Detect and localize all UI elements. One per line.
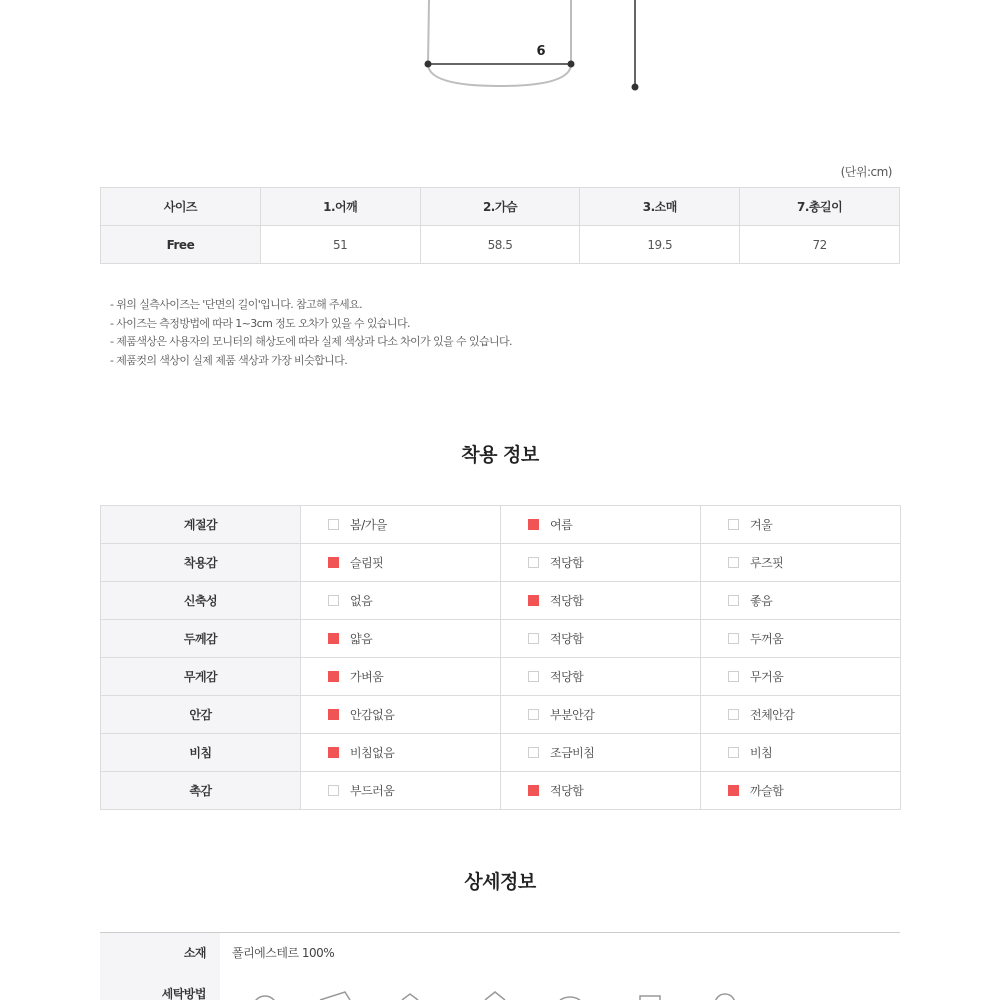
fit-info-option [301, 658, 501, 696]
unchecked-box-icon [528, 709, 539, 720]
size-row-free [101, 226, 900, 264]
fit-info-row [101, 772, 901, 810]
fit-info-option [301, 772, 501, 810]
size-table [100, 187, 900, 264]
garment-measurement-diagram [0, 0, 1000, 110]
size-table-header [101, 188, 900, 226]
note-item: - 위의 실측사이즈는 '단면의 길이'입니다. 참고해 주세요. [110, 298, 362, 311]
fit-info-option-label: 여름 [550, 518, 573, 532]
header-shoulder: 1.어깨 [260, 188, 420, 226]
fit-info-option-label: 비침없음 [350, 746, 395, 760]
fit-info-option-label: 루즈핏 [750, 556, 784, 570]
fit-info-option-label: 두꺼움 [750, 632, 784, 646]
washing-label: 세탁방법 [100, 973, 220, 1000]
fit-info-option [701, 696, 901, 734]
wash-icon-4 [485, 992, 505, 1000]
fit-info-option-label: 봄/가을 [350, 518, 387, 532]
unchecked-box-icon [328, 519, 339, 530]
fit-info-label: 비침 [101, 734, 301, 772]
unchecked-box-icon [528, 747, 539, 758]
checked-box-icon [328, 747, 339, 758]
fit-info-row [101, 658, 901, 696]
fit-info-option [501, 544, 701, 582]
fit-info-option-label: 적당함 [550, 670, 584, 684]
fit-info-row [101, 734, 901, 772]
unchecked-box-icon [528, 671, 539, 682]
fit-info-option [701, 620, 901, 658]
fit-info-option-label: 적당함 [550, 632, 584, 646]
fit-info-option [501, 658, 701, 696]
header-chest: 2.가슴 [420, 188, 580, 226]
fit-info-option-label: 부드러움 [350, 784, 395, 798]
fit-info-option [301, 734, 501, 772]
unchecked-box-icon [728, 747, 739, 758]
fit-info-label: 무게감 [101, 658, 301, 696]
checked-box-icon [528, 595, 539, 606]
wash-icon-2 [320, 992, 350, 1000]
washing-icons [250, 990, 750, 1000]
fit-info-row [101, 582, 901, 620]
fit-info-label: 계절감 [101, 506, 301, 544]
unchecked-box-icon [328, 595, 339, 606]
fit-info-row [101, 620, 901, 658]
checked-box-icon [328, 633, 339, 644]
checked-box-icon [328, 671, 339, 682]
fit-info-option-label: 전체안감 [750, 708, 795, 722]
fit-info-option [501, 506, 701, 544]
size-value-total-length: 72 [740, 226, 900, 264]
note-item: - 제품컷의 색상이 실제 제품 색상과 가장 비슷합니다. [110, 353, 348, 367]
fit-info-label: 착용감 [101, 544, 301, 582]
unchecked-box-icon [728, 595, 739, 606]
unchecked-box-icon [528, 557, 539, 568]
fit-info-option [701, 772, 901, 810]
fit-info-title: 착용 정보 [461, 444, 539, 466]
fit-info-option [301, 696, 501, 734]
wash-icon-6 [640, 996, 660, 1000]
unchecked-box-icon [728, 519, 739, 530]
measure-label: 6 [536, 44, 546, 59]
checked-box-icon [328, 557, 339, 568]
checked-box-icon [528, 519, 539, 530]
fit-info-row [101, 506, 901, 544]
fit-info-option-label: 얇음 [350, 632, 373, 646]
unchecked-box-icon [728, 633, 739, 644]
fit-info-label: 안감 [101, 696, 301, 734]
material-label: 소재 [100, 933, 220, 973]
length-measure-dot [632, 84, 639, 91]
unchecked-box-icon [328, 785, 339, 796]
fit-info-label: 신축성 [101, 582, 301, 620]
fit-info-option-label: 겨울 [750, 518, 773, 532]
checked-box-icon [728, 785, 739, 796]
garment-outline [0, 0, 1000, 110]
fit-info-option-label: 까슬함 [750, 784, 784, 798]
fit-info-option-label: 안감없음 [350, 708, 395, 722]
unchecked-box-icon [728, 709, 739, 720]
wash-icon-3 [402, 994, 418, 1000]
wash-icon-7 [715, 994, 735, 1000]
fit-info-row [101, 696, 901, 734]
fit-info-option-label: 적당함 [550, 594, 584, 608]
fit-info-table [100, 505, 901, 810]
checked-box-icon [328, 709, 339, 720]
fit-info-option [501, 772, 701, 810]
fit-info-option [501, 734, 701, 772]
measure-dot-left [425, 61, 432, 68]
fit-info-option-label: 없음 [350, 594, 373, 608]
fit-info-option-label: 무거움 [750, 670, 784, 684]
fit-info-option [301, 506, 501, 544]
fit-info-option-label: 부분안감 [550, 708, 595, 722]
unchecked-box-icon [728, 557, 739, 568]
fit-info-label: 두께감 [101, 620, 301, 658]
wash-icon-1 [253, 996, 277, 1000]
detail-info-title: 상세정보 [464, 871, 536, 893]
fit-info-option [301, 544, 501, 582]
fit-info-option [501, 582, 701, 620]
header-total-length: 7.총길이 [740, 188, 900, 226]
fit-info-option [701, 506, 901, 544]
measure-dot-right [568, 61, 575, 68]
fit-info-option [701, 658, 901, 696]
fit-info-option [701, 734, 901, 772]
fit-info-option [501, 696, 701, 734]
fit-info-option-label: 조금비침 [550, 746, 595, 760]
fit-info-option [301, 582, 501, 620]
note-item: - 제품색상은 사용자의 모니터의 해상도에 따라 실제 색상과 다소 차이가 있을 수 있습니다. [110, 335, 512, 348]
garment-left-edge [428, 0, 429, 64]
detail-row-material [100, 933, 900, 973]
fit-info-option-label: 좋음 [750, 594, 773, 608]
size-notes [110, 296, 512, 370]
unchecked-box-icon [528, 633, 539, 644]
fit-info-option-label: 슬림핏 [350, 556, 384, 570]
size-value-chest: 58.5 [420, 226, 580, 264]
fit-info-option-label: 비침 [750, 746, 773, 760]
unchecked-box-icon [728, 671, 739, 682]
unit-note: (단위:cm) [840, 165, 892, 179]
fit-info-option [701, 582, 901, 620]
checked-box-icon [528, 785, 539, 796]
header-size: 사이즈 [101, 188, 261, 226]
note-item: - 사이즈는 측정방법에 따라 1~3cm 정도 오차가 있을 수 있습니다. [110, 316, 410, 330]
fit-info-option [501, 620, 701, 658]
fit-info-option [301, 620, 501, 658]
fit-info-option-label: 적당함 [550, 784, 584, 798]
material-value: 폴리에스테르 100% [232, 946, 335, 961]
size-value-sleeve: 19.5 [580, 226, 740, 264]
size-name: Free [101, 226, 261, 264]
header-sleeve: 3.소매 [580, 188, 740, 226]
fit-info-option-label: 적당함 [550, 556, 584, 570]
fit-info-row [101, 544, 901, 582]
garment-hem-curve [428, 64, 571, 86]
size-value-shoulder: 51 [260, 226, 420, 264]
fit-info-option-label: 가벼움 [350, 670, 384, 684]
fit-info-option [701, 544, 901, 582]
fit-info-label: 촉감 [101, 772, 301, 810]
